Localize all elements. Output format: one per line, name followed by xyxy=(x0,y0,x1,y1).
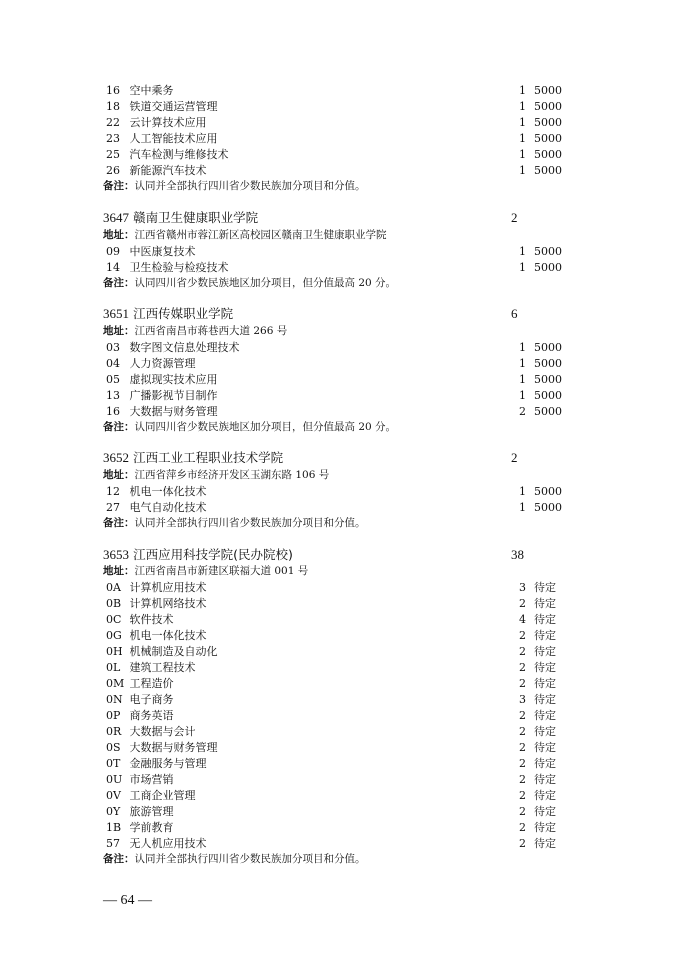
school-header: 3652 江西工业工程职业技术学院 2 xyxy=(103,450,518,465)
major-row: 03 数字图文信息处理技术 1 5000 xyxy=(106,341,562,354)
school-address: 地址：江西省萍乡市经济开发区玉湖东路 106 号 xyxy=(103,469,330,481)
remark: 备注：认同四川省少数民族地区加分项目，但分值最高 20 分。 xyxy=(103,421,397,433)
remark: 备注：认同并全部执行四川省少数民族加分项目和分值。 xyxy=(103,853,366,865)
major-row: 0H 机械制造及自动化 2 待定 xyxy=(106,645,556,658)
major-row: 25 汽车检测与维修技术 1 5000 xyxy=(106,148,562,161)
major-row: 0C 软件技术 4 待定 xyxy=(106,613,556,626)
major-row: 0T 金融服务与管理 2 待定 xyxy=(106,757,556,770)
major-row: 0S 大数据与财务管理 2 待定 xyxy=(106,741,556,754)
major-row: 27 电气自动化技术 1 5000 xyxy=(106,501,562,514)
major-row: 04 人力资源管理 1 5000 xyxy=(106,357,562,370)
remark: 备注：认同并全部执行四川省少数民族加分项目和分值。 xyxy=(103,517,366,529)
major-row: 16 空中乘务 1 5000 xyxy=(106,84,562,97)
major-row: 1B 学前教育 2 待定 xyxy=(106,821,556,834)
major-row: 18 铁道交通运营管理 1 5000 xyxy=(106,100,562,113)
major-row: 0Y 旅游管理 2 待定 xyxy=(106,805,556,818)
major-row: 09 中医康复技术 1 5000 xyxy=(106,245,562,258)
major-row: 22 云计算技术应用 1 5000 xyxy=(106,116,562,129)
major-row: 0B 计算机网络技术 2 待定 xyxy=(106,597,556,610)
school-address: 地址：江西省赣州市蓉江新区高校园区赣南卫生健康职业学院 xyxy=(103,229,387,241)
school-header: 3651 江西传媒职业学院 6 xyxy=(103,306,518,321)
page-number: — 64 — xyxy=(103,893,152,908)
major-row: 0A 计算机应用技术 3 待定 xyxy=(106,581,556,594)
major-row: 16 大数据与财务管理 2 5000 xyxy=(106,405,562,418)
major-row: 57 无人机应用技术 2 待定 xyxy=(106,837,556,850)
major-row: 23 人工智能技术应用 1 5000 xyxy=(106,132,562,145)
major-row: 05 虚拟现实技术应用 1 5000 xyxy=(106,373,562,386)
school-header: 3653 江西应用科技学院(民办院校) 38 xyxy=(103,547,524,562)
remark: 备注：认同并全部执行四川省少数民族加分项目和分值。 xyxy=(103,180,366,192)
major-row: 0P 商务英语 2 待定 xyxy=(106,709,556,722)
major-row: 0N 电子商务 3 待定 xyxy=(106,693,556,706)
major-row: 0U 市场营销 2 待定 xyxy=(106,773,556,786)
school-address: 地址：江西省南昌市蒋巷西大道 266 号 xyxy=(103,325,288,337)
remark: 备注：认同四川省少数民族地区加分项目，但分值最高 20 分。 xyxy=(103,277,397,289)
major-row: 0M 工程造价 2 待定 xyxy=(106,677,556,690)
major-row: 12 机电一体化技术 1 5000 xyxy=(106,485,562,498)
major-row: 26 新能源汽车技术 1 5000 xyxy=(106,164,562,177)
school-address: 地址：江西省南昌市新建区联福大道 001 号 xyxy=(103,565,309,577)
major-row: 13 广播影视节目制作 1 5000 xyxy=(106,389,562,402)
major-row: 14 卫生检验与检疫技术 1 5000 xyxy=(106,261,562,274)
school-header: 3647 赣南卫生健康职业学院 2 xyxy=(103,210,518,225)
major-row: 0R 大数据与会计 2 待定 xyxy=(106,725,556,738)
major-row: 0L 建筑工程技术 2 待定 xyxy=(106,661,556,674)
major-row: 0V 工商企业管理 2 待定 xyxy=(106,789,556,802)
major-row: 0G 机电一体化技术 2 待定 xyxy=(106,629,556,642)
